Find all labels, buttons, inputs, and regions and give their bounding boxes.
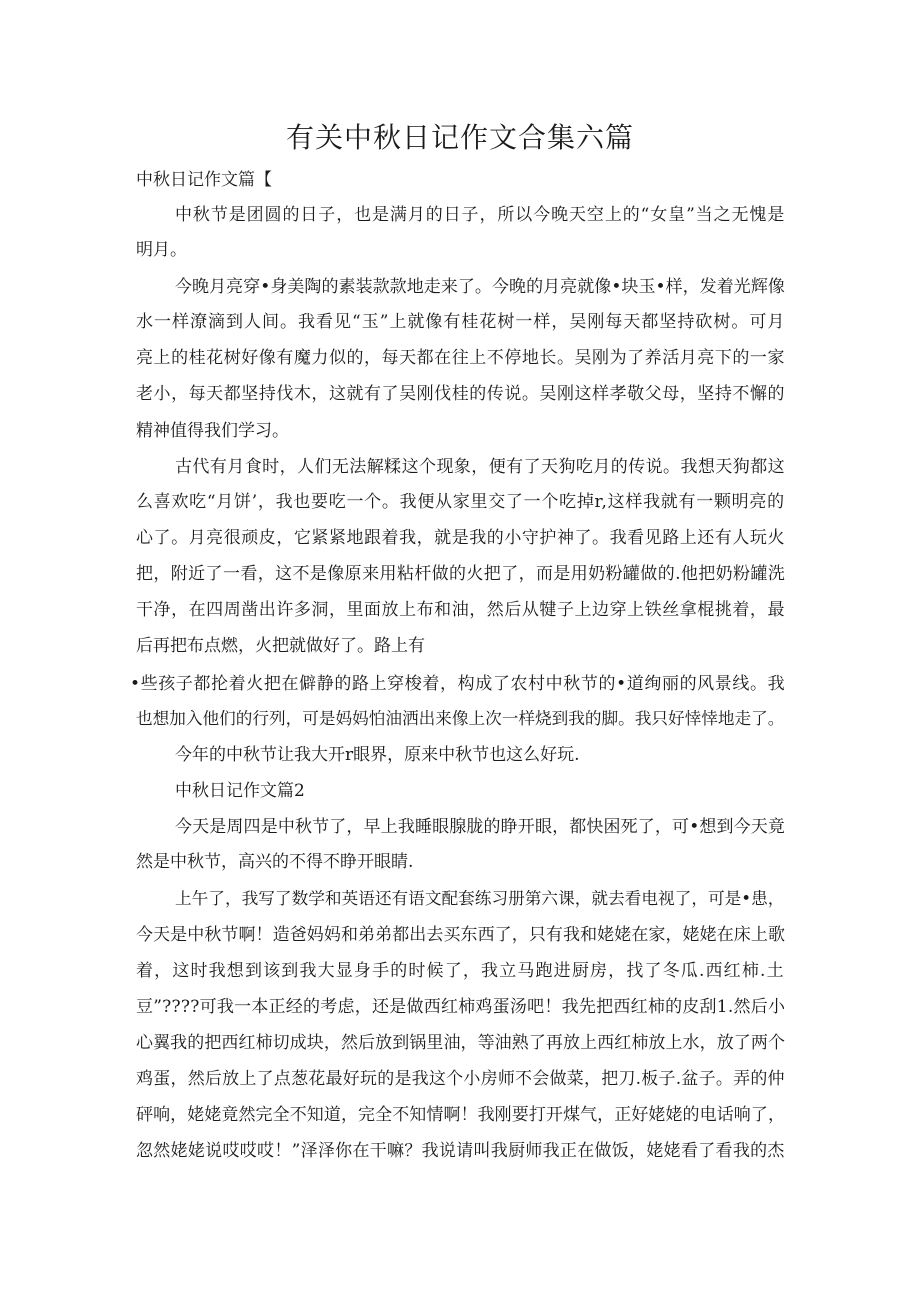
paragraph-line: 么喜欢吃“月饼’，我也要吃一个。我便从家里交了一个吃掉r,这样我就有一颗明亮的: [136, 492, 785, 512]
paragraph-line: 今晚月亮穿•身美陶的素装款款地走来了。今晚的月亮就像•块玉•样，发着光辉像: [175, 277, 785, 297]
paragraph-line: •些孩子都抡着火把在僻静的路上穿梭着，构成了农村中秋节的•道绚丽的风景线。我: [130, 674, 786, 694]
paragraph-line: 砰响，姥姥竟然完全不知道，完全不知情啊！我刚要打开煤气，正好姥姥的电话响了，: [136, 1105, 786, 1125]
paragraph-line: 老小，每天都坚持伐木，这就有了吴刚伐桂的传说。吴刚这样孝敬父母，坚持不懈的: [136, 384, 785, 404]
paragraph-line: 上午了，我写了数学和英语还有语文配套练习册第六课，就去看电视了，可是•患，: [175, 889, 785, 908]
paragraph-line: 水一样潦滴到人间。我看见“玉”上就像有桂花树一样，吴刚每天都坚持砍树。可月: [136, 312, 786, 332]
paragraph-line: 干净，在四周凿出许多洞，里面放上布和油，然后从犍子上边穿上铁丝拿棍挑着，最: [136, 600, 785, 620]
paragraph-line: 心了。月亮很顽皮，它紧紧地跟着我，就是我的小守护神了。我看见路上还有人玩火: [136, 528, 785, 548]
paragraph-line: 也想加入他们的行列，可是妈妈怕油洒出来像上次一样烧到我的脚。我只好悻悻地走了。: [136, 709, 785, 728]
paragraph-line: 把，附近了一看，这不是像原来用粘杆做的火把了，而是用奶粉罐做的.他把奶粉罐洗: [136, 564, 786, 584]
paragraph-line: 中秋节是团圆的日子，也是满月的日子，所以今晚天空上的“女皇”当之无愧是: [175, 205, 786, 225]
paragraph-line: 后再把布点燃，火把就做好了。路上有: [136, 636, 425, 656]
paragraph-line: 然是中秋节，高兴的不得不睁开眼睛.: [136, 852, 414, 872]
document-title: 有关中秋日记作文合集六篇: [285, 121, 634, 154]
paragraph-line: 心翼我的把西红柿切成块，然后放到锅里油，等油熟了再放上西红柿放上水，放了两个: [136, 1033, 786, 1053]
paragraph-line: 亮上的桂花树好像有魔力似的，每天都在往上不停地长。吴刚为了养活月亮下的一家: [136, 348, 785, 368]
paragraph-line: 精神值得我们学习。: [136, 421, 289, 441]
paragraph-line: 鸡蛋，然后放上了点葱花最好玩的是我这个小房师不会做菜，把刀.板子.盆子。弄的仲: [136, 1069, 785, 1089]
paragraph-line: 忽然姥姥说哎哎哎！”泽泽你在干嘛？我说请叫我厨师我正在做饭，姥姥看了看我的杰: [136, 1141, 785, 1161]
paragraph-line: 明月。: [136, 240, 187, 260]
paragraph-line: 今天是中秋节啊！造爸妈妈和弟弟都出去买东西了，只有我和姥姥在家，姥姥在床上歌: [136, 925, 786, 945]
paragraph-line: 着，这时我想到该到我大显身手的时候了，我立马跑进厨房，找了冬瓜.西红柿.土: [136, 961, 785, 981]
paragraph-line: 今年的中秋节让我大开r眼界，原来中秋节也这么好玩.: [175, 745, 580, 765]
section-heading: 中秋日记作文篇2: [175, 781, 305, 801]
paragraph-line: 今天是周四是中秋节了，早上我睡眼腺胧的睁开眼，都快困死了，可•想到今天竟: [175, 817, 786, 837]
section-heading: 中秋日记作文篇【: [136, 170, 272, 190]
paragraph-line: 豆”????可我一本正经的考虑，还是做西红柿鸡蛋汤吧！我先把西红柿的皮刮1.然后小: [136, 997, 786, 1017]
paragraph-line: 古代有月食时，人们无法解糅这个现象，便有了天狗吃月的传说。我想天狗都这: [175, 457, 786, 477]
